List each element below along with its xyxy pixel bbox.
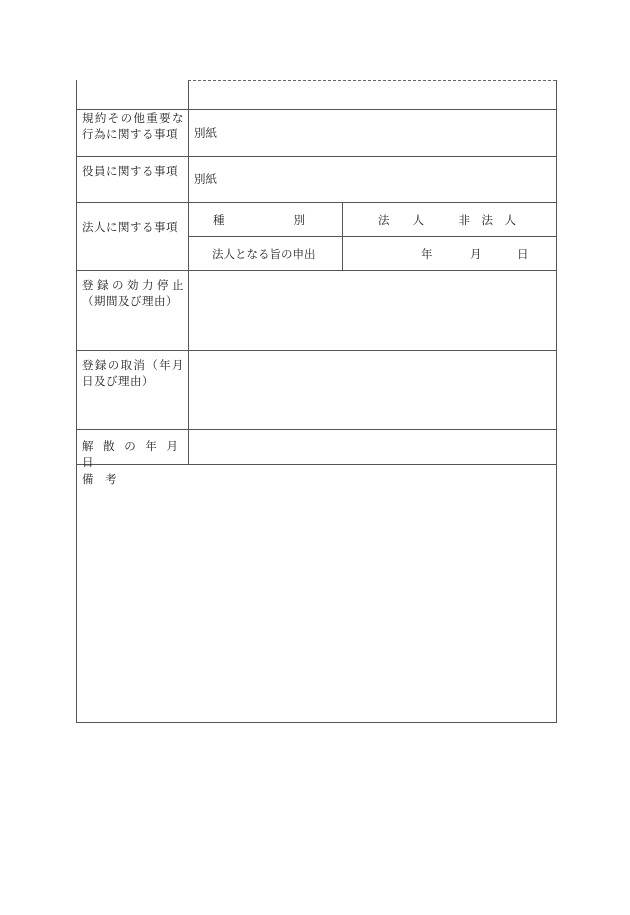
registration-form-table xyxy=(76,80,557,723)
corporation-type-label: 種 別 xyxy=(213,213,305,227)
sub-row-divider xyxy=(188,236,557,237)
corporation-label: 法人に関する事項 xyxy=(82,220,178,234)
label-column-divider xyxy=(188,80,189,464)
row-divider xyxy=(76,429,557,430)
row-divider xyxy=(76,202,557,203)
corporation-type-options: 法 人 非 法 人 xyxy=(378,213,516,227)
dashed-top-border xyxy=(188,80,556,81)
corporation-date-day: 日 xyxy=(517,247,529,261)
table-border-bottom xyxy=(76,722,557,723)
remarks-label: 備 考 xyxy=(82,472,117,486)
corporation-date-month: 月 xyxy=(470,247,482,261)
officers-value: 別紙 xyxy=(194,172,217,186)
row-divider xyxy=(76,270,557,271)
corporation-declaration-label: 法人となる旨の申出 xyxy=(212,247,316,261)
corporation-date-year: 年 xyxy=(421,247,433,261)
row-divider xyxy=(76,156,557,157)
cancellation-label: 登録の取消（年月日及び理由） xyxy=(82,358,184,388)
table-border-left xyxy=(76,80,77,723)
dissolution-label: 解散の年月日 xyxy=(82,439,184,469)
table-border-right xyxy=(556,80,557,723)
officers-label: 役員に関する事項 xyxy=(82,164,178,178)
row-divider xyxy=(76,350,557,351)
corporation-sub-divider xyxy=(342,202,343,270)
bylaws-label: 規約その他重要な行為に関する事項 xyxy=(82,111,184,141)
suspension-label: 登録の効力停止（期間及び理由） xyxy=(82,278,184,308)
bylaws-value: 別紙 xyxy=(194,126,217,140)
